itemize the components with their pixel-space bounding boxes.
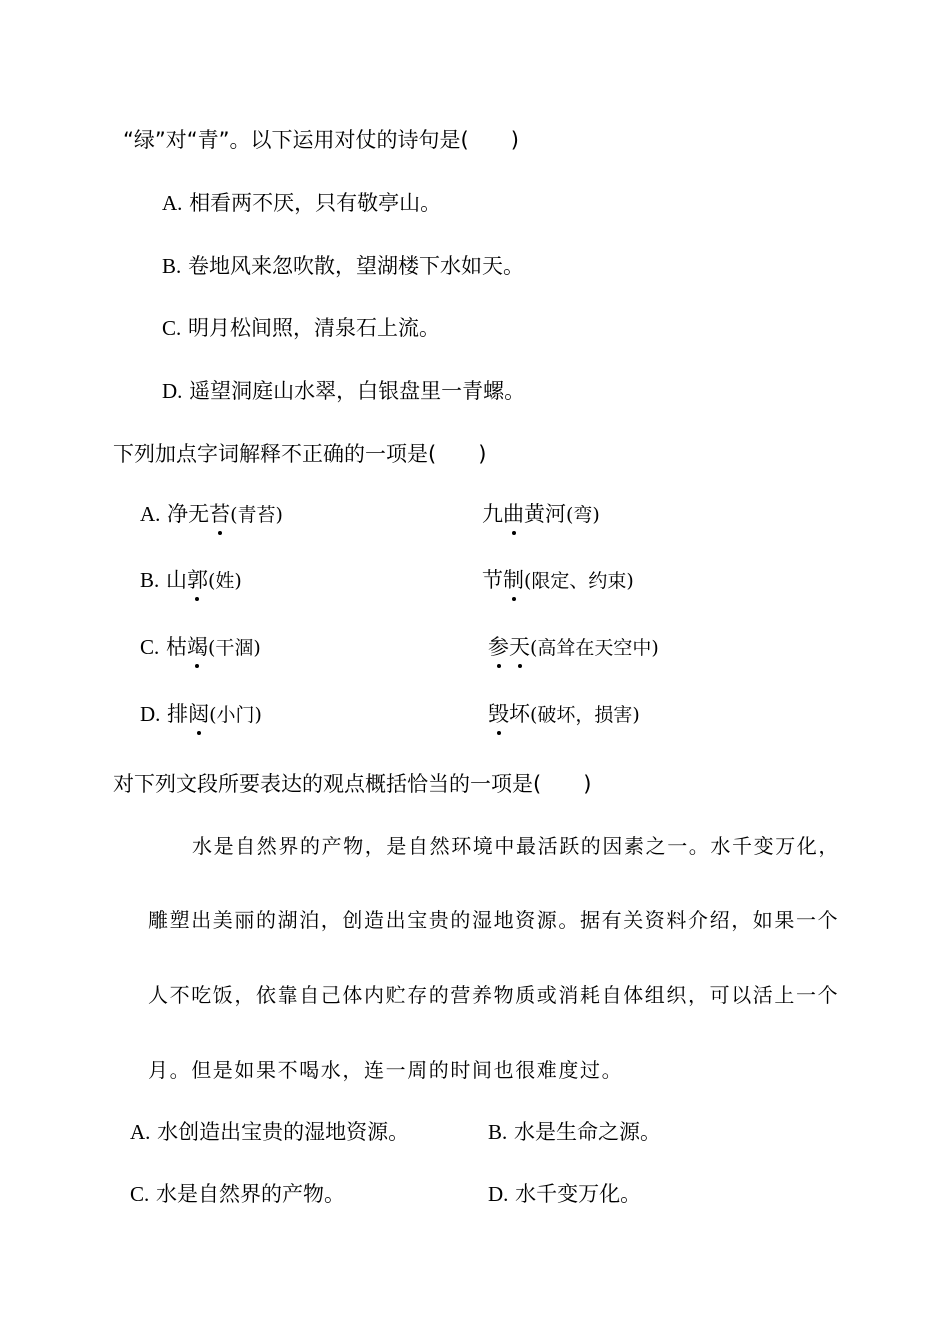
option-letter: C.: [162, 316, 182, 340]
dotted-term: [488, 635, 530, 659]
q2-option-d-right: [488, 700, 640, 729]
q3-option-b: [488, 1118, 661, 1146]
q3-option-a: [130, 1118, 409, 1146]
q3-option-d: [488, 1180, 641, 1208]
option-letter: C.: [140, 635, 160, 659]
q2-option-c-right: [488, 633, 659, 662]
q2-option-b-right: [482, 566, 634, 595]
q2-option-a-left: [140, 500, 283, 529]
dotted-character: 苔: [209, 502, 231, 526]
option-letter: D.: [140, 702, 161, 726]
option-letter: B.: [488, 1120, 508, 1144]
dotted-character: 制: [503, 568, 524, 592]
q1-option-a: [162, 189, 441, 217]
option-letter: A.: [140, 502, 161, 526]
explanation: (姓): [207, 570, 242, 592]
dotted-character: 天: [509, 635, 530, 659]
option-text: 水千变万化。: [515, 1182, 642, 1206]
dotted-character: 参: [488, 635, 509, 659]
term-prefix: 山: [165, 568, 187, 592]
q3-option-c: [130, 1180, 345, 1208]
q2-option-d-left: [140, 700, 262, 729]
explanation: (青苔): [230, 504, 283, 526]
explanation: (破坏，损害): [530, 704, 640, 726]
passage-line-4: 月。但是如果不喝水，连一周的时间也很难度过。: [148, 1058, 624, 1082]
option-text: 水是生命之源。: [513, 1120, 661, 1144]
explanation: (干涸): [207, 637, 261, 659]
option-text: 相看两不厌，只有敬亭山。: [189, 191, 442, 215]
q1-option-b: [162, 252, 524, 280]
q2-option-c-left: [140, 633, 261, 662]
question-3-stem: 对下列文段所要表达的观点概括恰当的一项是( ): [113, 772, 592, 796]
option-text: 遥望洞庭山水翠，白银盘里一青螺。: [189, 379, 526, 403]
q2-option-b-left: [140, 566, 242, 595]
q1-option-c: [162, 314, 440, 342]
explanation: (限定、约束): [524, 570, 634, 592]
dotted-character: 曲: [503, 502, 524, 526]
explanation: (高耸在天空中): [530, 637, 659, 659]
option-text: 卷地风来忽吹散，望湖楼下水如天。: [187, 254, 524, 278]
option-text: 明月松间照，清泉石上流。: [187, 316, 440, 340]
option-letter: B.: [162, 254, 182, 278]
term-prefix: 节: [482, 568, 503, 592]
q1-option-d: [162, 377, 525, 405]
term-prefix: 九: [482, 502, 503, 526]
term-suffix: 坏: [509, 702, 530, 726]
dotted-character: 毁: [488, 702, 509, 726]
passage-line-3: 人不吃饭，依靠自己体内贮存的营养物质或消耗自体组织，可以活上一个: [148, 983, 840, 1007]
explanation: (小门): [209, 704, 262, 726]
question-1-stem: “绿”对“青”。以下运用对仗的诗句是( ): [123, 128, 519, 152]
term-prefix: 净无: [167, 502, 210, 526]
option-letter: D.: [162, 379, 183, 403]
option-text: 水是自然界的产物。: [155, 1182, 345, 1206]
dotted-character: 闼: [188, 702, 210, 726]
question-2-stem: 下列加点字词解释不正确的一项是( ): [113, 442, 487, 466]
passage-line-2: 雕塑出美丽的湖泊，创造出宝贵的湿地资源。据有关资料介绍，如果一个: [148, 908, 840, 932]
option-letter: C.: [130, 1182, 150, 1206]
term-prefix: 排: [167, 702, 189, 726]
dotted-character: 郭: [186, 568, 208, 592]
term-prefix: 枯: [165, 635, 187, 659]
option-text: 水创造出宝贵的湿地资源。: [157, 1120, 410, 1144]
dotted-character: 竭: [186, 635, 208, 659]
term-suffix: 黄河: [524, 502, 566, 526]
option-letter: A.: [130, 1120, 151, 1144]
q2-option-a-right: [482, 500, 600, 529]
option-letter: B.: [140, 568, 160, 592]
passage-line-1: 水是自然界的产物，是自然环境中最活跃的因素之一。水千变万化，: [192, 834, 840, 858]
option-letter: D.: [488, 1182, 509, 1206]
explanation: (弯): [566, 504, 600, 526]
option-letter: A.: [162, 191, 183, 215]
